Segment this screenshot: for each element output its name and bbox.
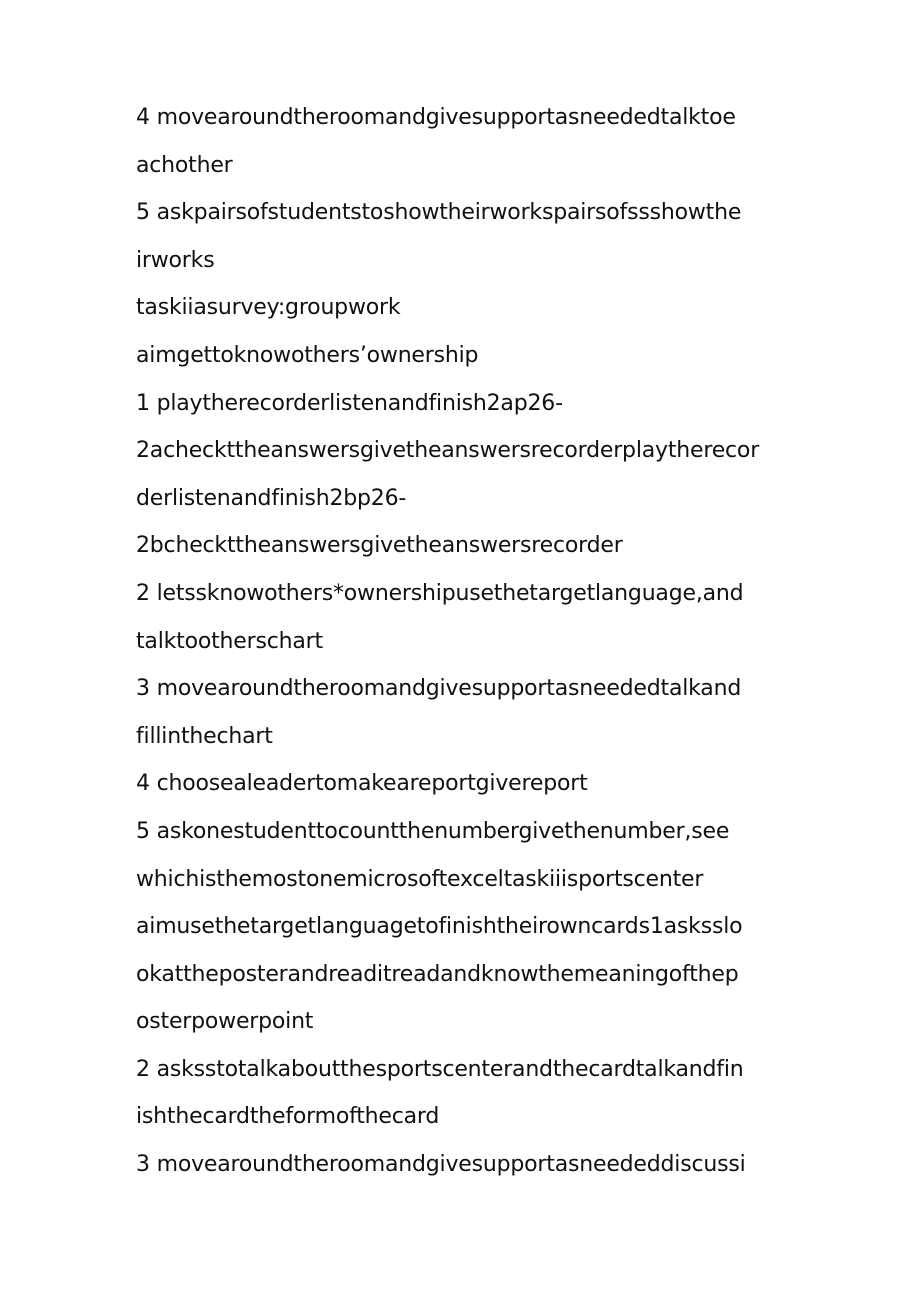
document-text-block [136, 94, 786, 1189]
text-line-13: 3 movearoundtheroomandgivesupportasneededtalkand [136, 676, 742, 702]
text-line-3: 5 askpairsofstudentstoshowtheirworkspairsofssshowthe [136, 200, 742, 226]
text-line-14: fillinthechart [136, 723, 273, 749]
text-line-4: irworks [136, 247, 215, 273]
text-line-19: okattheposterandreaditreadandknowthemeaningofthep [136, 961, 739, 987]
text-line-21: 2 asksstotalkaboutthesportscenterandthecardtalkandfin [136, 1056, 744, 1082]
text-line-18: aimusethetargetlanguagetofinishtheirowncards1asksslo [136, 914, 743, 940]
text-line-1: 4 movearoundtheroomandgivesupportasneededtalktoe [136, 105, 736, 130]
text-line-22: ishthecardtheformofthecard [136, 1104, 440, 1130]
text-line-10: 2bcheckttheanswersgivetheanswersrecorder [136, 533, 623, 559]
text-line-20: osterpowerpoint [136, 1009, 314, 1035]
text-line-2: achother [136, 152, 233, 178]
text-line-16: 5 askonestudenttocountthenumbergivethenumber,see [136, 818, 730, 844]
text-line-9: derlistenandfinish2bp26- [136, 485, 407, 511]
text-line-8: 2acheckttheanswersgivetheanswersrecorderplaytherecor [136, 438, 760, 464]
text-line-5: taskiiasurvey:groupwork [136, 295, 401, 321]
text-line-12: talktootherschart [136, 628, 323, 654]
text-line-15: 4 choosealeadertomakeareportgivereport [136, 771, 588, 797]
text-line-23: 3 movearoundtheroomandgivesupportasneededdiscussi [136, 1152, 746, 1178]
text-line-6: aimgettoknowothers’ownership [136, 342, 479, 368]
text-line-17: whichisthemostonemicrosoftexceltaskiiisportscenter [136, 866, 704, 892]
text-line-11: 2 letssknowothers*ownershipusethetargetlanguage,and [136, 580, 744, 606]
text-line-7: 1 playtherecorderlistenandfinish2ap26- [136, 390, 563, 416]
